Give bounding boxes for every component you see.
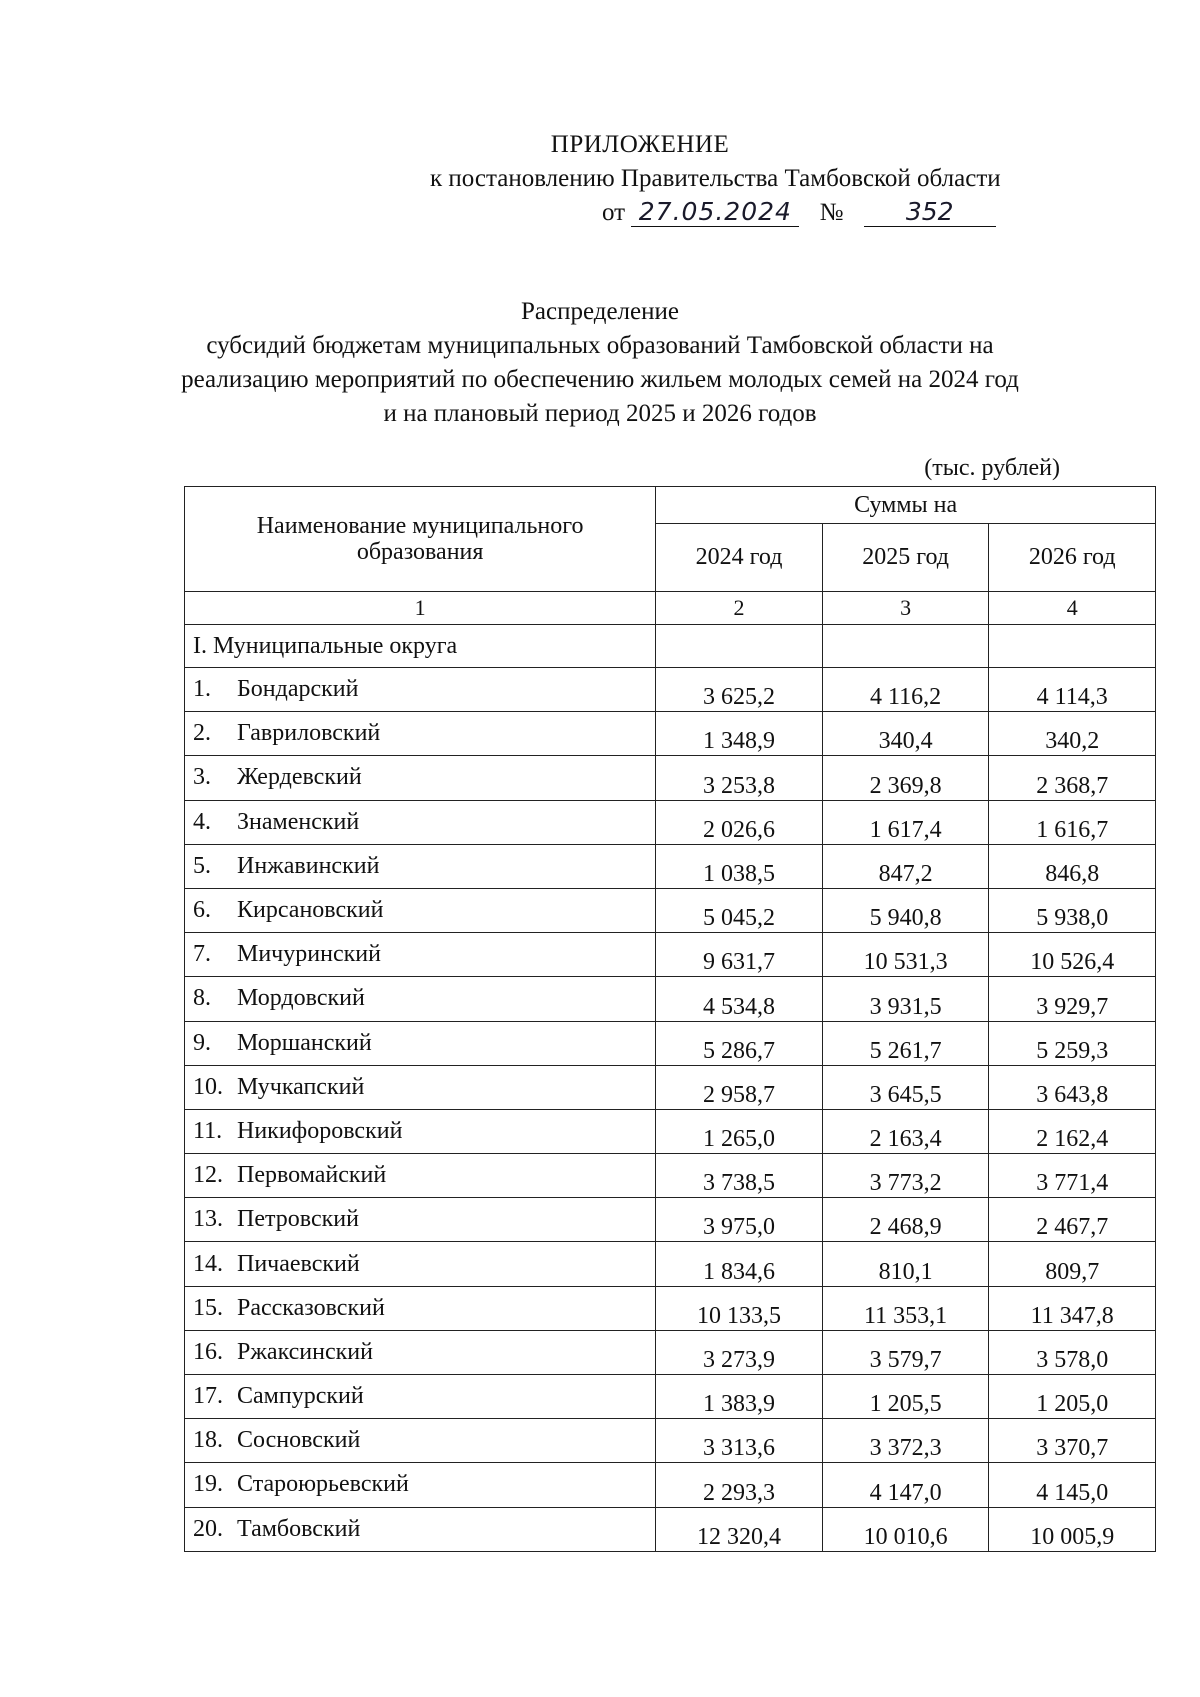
table-row xyxy=(185,1375,1156,1419)
amount-2025: 340,4 xyxy=(822,712,989,756)
table-row xyxy=(185,668,1156,712)
municipality-name: Знаменский xyxy=(237,808,360,835)
amount-2025: 5 940,8 xyxy=(822,888,989,932)
amount-2025: 4 116,2 xyxy=(822,668,989,712)
amount-2025: 5 261,7 xyxy=(822,1021,989,1065)
amount-2026: 809,7 xyxy=(989,1242,1156,1286)
amount-2024: 3 975,0 xyxy=(656,1198,823,1242)
title-line-3: реализацию мероприятий по обеспечению жильем молодых семей на 2024 год xyxy=(181,366,1019,393)
row-number: 5. xyxy=(193,852,211,879)
amount-2025: 2 369,8 xyxy=(822,756,989,800)
column-index-row xyxy=(185,592,1156,625)
column-header-sums: Суммы на xyxy=(656,487,1156,524)
document-title xyxy=(150,295,1050,431)
municipality-name: Жердевский xyxy=(237,764,362,791)
amount-2025: 10 010,6 xyxy=(822,1507,989,1551)
row-number: 7. xyxy=(193,941,211,968)
municipality-cell xyxy=(185,1242,656,1286)
amount-2025: 2 163,4 xyxy=(822,1109,989,1153)
amount-2024: 2 958,7 xyxy=(656,1065,823,1109)
amount-2024: 2 026,6 xyxy=(656,800,823,844)
amount-2026: 3 578,0 xyxy=(989,1330,1156,1374)
appendix-title: ПРИЛОЖЕНИЕ xyxy=(550,131,730,158)
municipality-name: Мордовский xyxy=(237,985,365,1012)
amount-2024: 12 320,4 xyxy=(656,1507,823,1551)
municipality-cell xyxy=(185,1198,656,1242)
column-header-name: Наименование муниципального образования xyxy=(185,487,656,592)
table-row xyxy=(185,1507,1156,1551)
table-row xyxy=(185,933,1156,977)
municipality-name: Пичаевский xyxy=(237,1250,360,1277)
column-header-2024: 2024 год xyxy=(656,524,823,592)
table-row xyxy=(185,1419,1156,1463)
row-number: 3. xyxy=(193,764,211,791)
amount-2024: 5 286,7 xyxy=(656,1021,823,1065)
municipality-name: Рассказовский xyxy=(237,1294,385,1321)
amount-2026: 340,2 xyxy=(989,712,1156,756)
empty-cell xyxy=(822,625,989,668)
table-row xyxy=(185,1154,1156,1198)
table-row xyxy=(185,756,1156,800)
municipality-name: Петровский xyxy=(237,1206,359,1233)
municipality-cell xyxy=(185,1375,656,1419)
column-index: 1 xyxy=(185,592,656,625)
amount-2026: 3 643,8 xyxy=(989,1065,1156,1109)
amount-2026: 3 370,7 xyxy=(989,1419,1156,1463)
municipality-name: Мичуринский xyxy=(237,941,381,968)
municipality-name: Инжавинский xyxy=(237,852,380,879)
municipality-name: Сосновский xyxy=(237,1427,361,1454)
amount-2024: 1 265,0 xyxy=(656,1109,823,1153)
handwritten-date: 27.05.2024 xyxy=(631,198,799,227)
table-row xyxy=(185,1242,1156,1286)
row-number: 16. xyxy=(193,1338,223,1365)
municipality-name: Гавриловский xyxy=(237,720,381,747)
column-header-2025: 2025 год xyxy=(822,524,989,592)
unit-label: (тыс. рублей) xyxy=(924,455,1060,481)
row-number: 4. xyxy=(193,808,211,835)
table-row xyxy=(185,1463,1156,1507)
amount-2025: 3 372,3 xyxy=(822,1419,989,1463)
municipality-cell xyxy=(185,756,656,800)
amount-2024: 10 133,5 xyxy=(656,1286,823,1330)
amount-2025: 11 353,1 xyxy=(822,1286,989,1330)
table-row xyxy=(185,1198,1156,1242)
row-number: 6. xyxy=(193,897,211,924)
appendix-subtitle: к постановлению Правительства Тамбовской области xyxy=(430,165,1001,192)
municipality-name: Никифоровский xyxy=(237,1117,403,1144)
municipality-name: Староюрьевский xyxy=(237,1471,409,1498)
number-sign: № xyxy=(819,199,844,226)
municipality-cell xyxy=(185,844,656,888)
municipality-cell xyxy=(185,1507,656,1551)
municipality-cell xyxy=(185,1065,656,1109)
amount-2026: 10 005,9 xyxy=(989,1507,1156,1551)
row-number: 17. xyxy=(193,1383,223,1410)
municipality-name: Первомайский xyxy=(237,1162,387,1189)
amount-2026: 2 368,7 xyxy=(989,756,1156,800)
amount-2026: 3 771,4 xyxy=(989,1154,1156,1198)
column-index: 3 xyxy=(822,592,989,625)
row-number: 1. xyxy=(193,676,211,703)
amount-2026: 4 114,3 xyxy=(989,668,1156,712)
amount-2025: 810,1 xyxy=(822,1242,989,1286)
amount-2024: 1 038,5 xyxy=(656,844,823,888)
row-number: 10. xyxy=(193,1073,223,1100)
municipality-cell xyxy=(185,800,656,844)
amount-2026: 1 205,0 xyxy=(989,1375,1156,1419)
handwritten-number: 352 xyxy=(864,198,996,227)
row-number: 9. xyxy=(193,1029,211,1056)
row-number: 15. xyxy=(193,1294,223,1321)
municipality-cell xyxy=(185,933,656,977)
municipality-name: Мучкапский xyxy=(237,1073,365,1100)
amount-2024: 3 738,5 xyxy=(656,1154,823,1198)
table-row xyxy=(185,800,1156,844)
row-number: 20. xyxy=(193,1515,223,1542)
amount-2024: 1 834,6 xyxy=(656,1242,823,1286)
municipality-cell xyxy=(185,977,656,1021)
amount-2026: 2 162,4 xyxy=(989,1109,1156,1153)
amount-2024: 3 253,8 xyxy=(656,756,823,800)
amount-2025: 4 147,0 xyxy=(822,1463,989,1507)
municipality-name: Ржаксинский xyxy=(237,1338,373,1365)
table-row xyxy=(185,844,1156,888)
amount-2024: 3 625,2 xyxy=(656,668,823,712)
table-row xyxy=(185,888,1156,932)
amount-2024: 5 045,2 xyxy=(656,888,823,932)
title-line-2: субсидий бюджетам муниципальных образований Тамбовской области на xyxy=(206,332,994,359)
municipality-cell xyxy=(185,888,656,932)
section-row xyxy=(185,625,1156,668)
amount-2025: 2 468,9 xyxy=(822,1198,989,1242)
amount-2024: 2 293,3 xyxy=(656,1463,823,1507)
table-row xyxy=(185,712,1156,756)
amount-2025: 10 531,3 xyxy=(822,933,989,977)
table-row xyxy=(185,1065,1156,1109)
empty-cell xyxy=(656,625,823,668)
amount-2025: 3 773,2 xyxy=(822,1154,989,1198)
table-row xyxy=(185,1330,1156,1374)
amount-2026: 3 929,7 xyxy=(989,977,1156,1021)
municipality-cell xyxy=(185,1463,656,1507)
municipality-name: Бондарский xyxy=(237,676,359,703)
municipality-cell xyxy=(185,1109,656,1153)
municipality-name: Кирсановский xyxy=(237,897,384,924)
municipality-cell xyxy=(185,668,656,712)
amount-2024: 3 273,9 xyxy=(656,1330,823,1374)
column-index: 4 xyxy=(989,592,1156,625)
amount-2026: 11 347,8 xyxy=(989,1286,1156,1330)
table-row xyxy=(185,1109,1156,1153)
date-prefix: от xyxy=(602,199,626,226)
section-title: I. Муниципальные округа xyxy=(185,625,656,668)
empty-cell xyxy=(989,625,1156,668)
municipality-cell xyxy=(185,1021,656,1065)
amount-2024: 9 631,7 xyxy=(656,933,823,977)
municipality-cell xyxy=(185,1419,656,1463)
column-index: 2 xyxy=(656,592,823,625)
table-row xyxy=(185,1021,1156,1065)
amount-2026: 846,8 xyxy=(989,844,1156,888)
amount-2024: 4 534,8 xyxy=(656,977,823,1021)
row-number: 13. xyxy=(193,1206,223,1233)
amount-2024: 1 348,9 xyxy=(656,712,823,756)
municipality-cell xyxy=(185,712,656,756)
row-number: 2. xyxy=(193,720,211,747)
municipality-cell xyxy=(185,1154,656,1198)
table-row xyxy=(185,977,1156,1021)
municipality-name: Сампурский xyxy=(237,1383,364,1410)
amount-2024: 1 383,9 xyxy=(656,1375,823,1419)
row-number: 8. xyxy=(193,985,211,1012)
table-row xyxy=(185,1286,1156,1330)
title-line-1: Распределение xyxy=(521,298,679,325)
row-number: 12. xyxy=(193,1162,223,1189)
municipality-cell xyxy=(185,1330,656,1374)
row-number: 14. xyxy=(193,1250,223,1277)
amount-2026: 1 616,7 xyxy=(989,800,1156,844)
row-number: 11. xyxy=(193,1117,223,1144)
amount-2025: 1 617,4 xyxy=(822,800,989,844)
appendix-header xyxy=(430,128,1070,230)
row-number: 19. xyxy=(193,1471,223,1498)
amount-2025: 3 645,5 xyxy=(822,1065,989,1109)
column-header-2026: 2026 год xyxy=(989,524,1156,592)
municipality-cell xyxy=(185,1286,656,1330)
amount-2025: 3 931,5 xyxy=(822,977,989,1021)
amount-2024: 3 313,6 xyxy=(656,1419,823,1463)
amount-2025: 3 579,7 xyxy=(822,1330,989,1374)
row-number: 18. xyxy=(193,1427,223,1454)
amount-2026: 5 938,0 xyxy=(989,888,1156,932)
amount-2026: 10 526,4 xyxy=(989,933,1156,977)
amount-2026: 2 467,7 xyxy=(989,1198,1156,1242)
amount-2025: 1 205,5 xyxy=(822,1375,989,1419)
title-line-4: и на плановый период 2025 и 2026 годов xyxy=(383,400,817,427)
amount-2026: 4 145,0 xyxy=(989,1463,1156,1507)
amount-2025: 847,2 xyxy=(822,844,989,888)
subsidy-table xyxy=(184,486,1156,1552)
amount-2026: 5 259,3 xyxy=(989,1021,1156,1065)
decree-date-line xyxy=(602,196,1070,230)
municipality-name: Моршанский xyxy=(237,1029,372,1056)
municipality-name: Тамбовский xyxy=(237,1515,361,1542)
